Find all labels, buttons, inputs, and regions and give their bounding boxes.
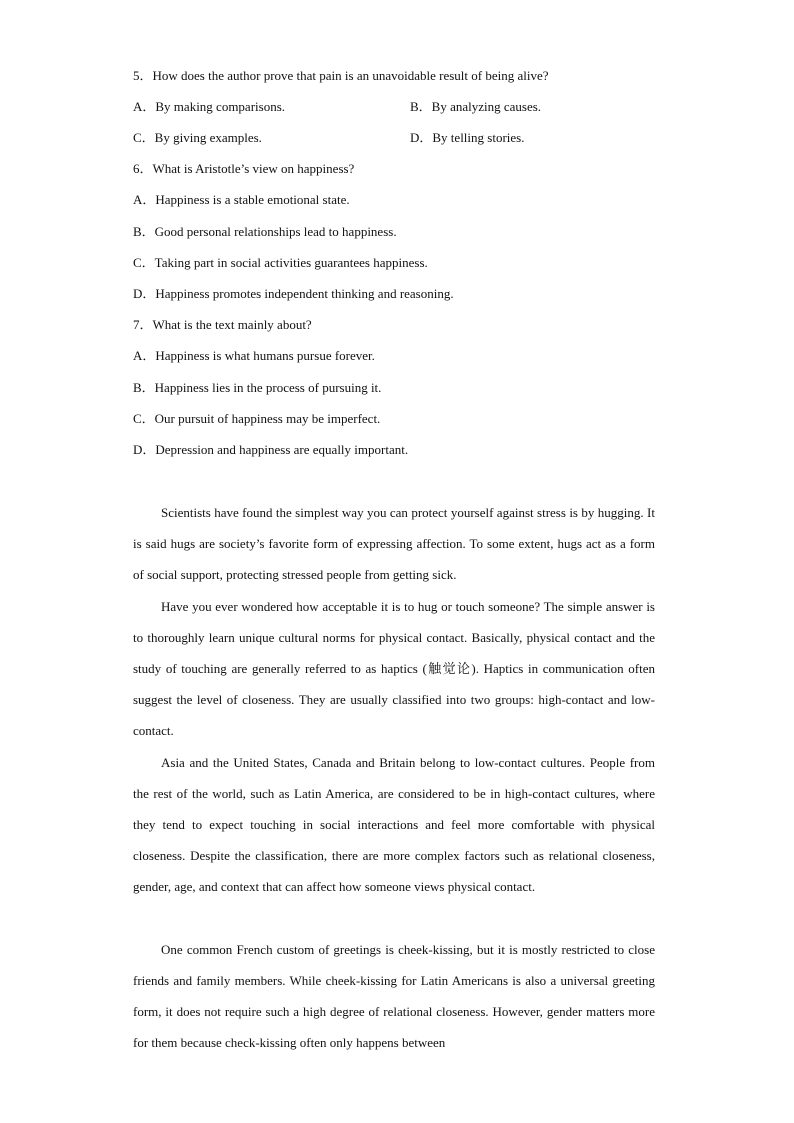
question-5-option-d: D．By telling stories.	[410, 130, 525, 145]
question-5-option-a: A．By making comparisons.	[133, 99, 286, 114]
question-6-option-d: D．Happiness promotes independent thinking and reasoning.	[133, 286, 454, 301]
question-6-option-a: A．Happiness is a stable emotional state.	[133, 192, 350, 207]
passage-paragraph-4: One common French custom of greetings is cheek-kissing, but it is mostly restricted to close friends and family members. While cheek-kissing for Latin Americans is also a universal greeting form, it does not require such a high degree of relational closeness. However, gender matters more for them because check-kissing often only happens between	[133, 941, 655, 1051]
question-5-option-b: B．By analyzing causes.	[410, 99, 542, 114]
question-5-stem: 5．How does the author prove that pain is an unavoidable result of being alive?	[133, 68, 549, 83]
question-7-stem: 7．What is the text mainly about?	[133, 317, 312, 332]
question-7-option-c: C．Our pursuit of happiness may be imperfect.	[133, 411, 381, 426]
question-6-option-c: C．Taking part in social activities guarantees happiness.	[133, 255, 428, 270]
question-6-option-b: B．Good personal relationships lead to happiness.	[133, 224, 397, 239]
question-6-stem: 6．What is Aristotle’s view on happiness?	[133, 161, 355, 176]
passage-paragraph-2: Have you ever wondered how acceptable it is to hug or touch someone? The simple answer is to thoroughly learn unique cultural norms for physical contact. Basically, physical contact and the study of touching are generally referred to as haptics (触觉论). Haptics in communication often suggest the level of closeness. They are usually classified into two groups: high-contact and low-contact.	[133, 598, 655, 739]
question-7-option-b: B．Happiness lies in the process of pursuing it.	[133, 380, 382, 395]
question-5-option-c: C．By giving examples.	[133, 130, 262, 145]
passage-paragraph-3: Asia and the United States, Canada and Britain belong to low-contact cultures. People from the rest of the world, such as Latin America, are considered to be in high-contact cultures, where they tend to expect touching in social interactions and feel more comfortable with physical closeness. Despite the classification, there are more complex factors such as relational closeness, gender, age, and context that can affect how someone views physical contact.	[133, 754, 655, 895]
passage-paragraph-1: Scientists have found the simplest way you can protect yourself against stress is by hugging. It is said hugs are society’s favorite form of expressing affection. To some extent, hugs act as a form of social support, protecting stressed people from getting sick.	[133, 505, 655, 583]
question-7-option-a: A．Happiness is what humans pursue forever.	[133, 348, 375, 363]
question-7-option-d: D．Depression and happiness are equally important.	[133, 442, 409, 457]
